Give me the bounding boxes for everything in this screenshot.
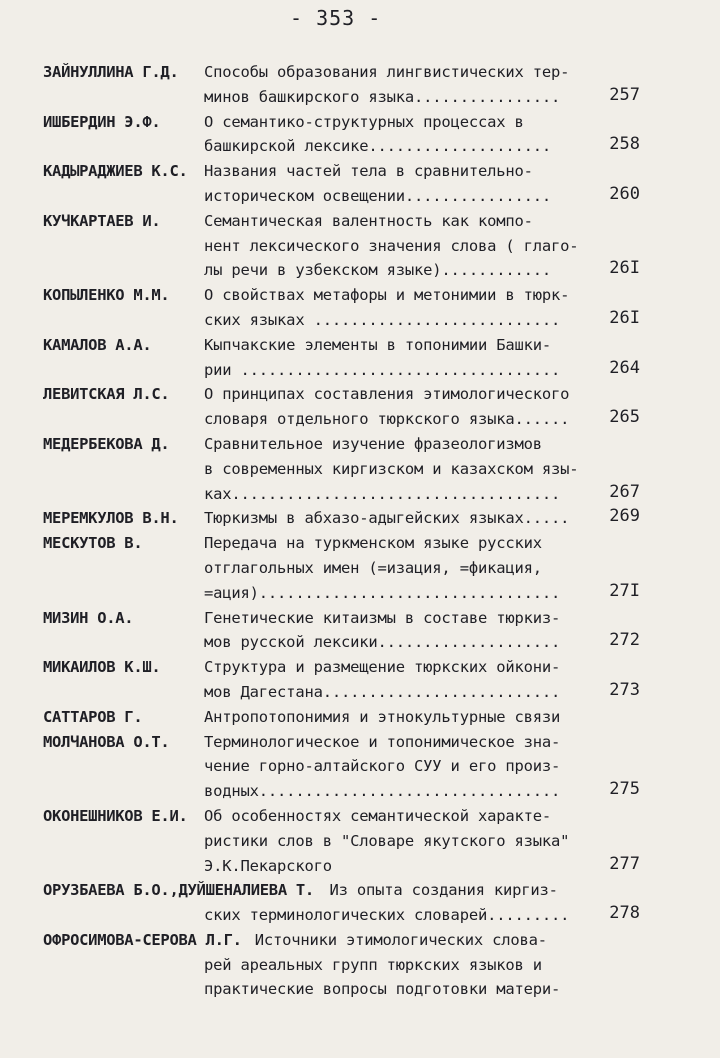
entry-title-text: рей ареальных групп тюркских языков и [204,955,542,974]
entry-title-text: Семантическая валентность как компо- [204,211,533,230]
toc-line [0,581,720,606]
entry-title-text: словаря отдельного тюркского языка...... [204,410,570,429]
toc-line [0,432,720,457]
page-reference: 257 [609,84,640,105]
page-reference: 27I [609,580,640,601]
toc-line [0,705,720,730]
entry-title-text: Способы образования лингвистических тер- [204,63,570,81]
toc-entry [0,606,720,656]
author-name: ОРУЗБАЕВА Б.О.,ДУЙШЕНАЛИЕВА Т. [43,881,314,900]
table-of-contents [0,60,720,1002]
page-reference: 275 [609,779,640,800]
toc-entry [0,283,720,333]
author-name: КАДЫРАДЖИЕВ К.С. [43,162,188,181]
entry-title-text: мов русской лексики.................... [204,633,561,652]
entry-title-text: Терминологическое и топонимическое зна- [204,732,561,751]
toc-line [0,358,720,383]
toc-entry [0,209,720,283]
toc-line [0,953,720,978]
page-reference: 272 [609,630,640,651]
entry-title-text: О семантико-структурных процессах в [204,112,524,131]
entry-title-text: в современных киргизском и казахском язы- [204,459,579,478]
toc-line [0,730,720,755]
author-name: МЕРЕМКУЛОВ В.Н. [43,509,179,528]
author-name: ОКОНЕШНИКОВ Е.И. [43,806,188,825]
page-reference: 265 [609,407,640,428]
toc-line [0,878,720,903]
toc-entry [0,655,720,705]
toc-line [0,283,720,308]
toc-line [0,606,720,631]
entry-title-text: практические вопросы подготовки матери- [204,980,561,999]
entry-title-text: Названия частей тела в сравнительно- [204,162,533,181]
toc-line [0,134,720,159]
toc-line [0,308,720,333]
toc-line [0,779,720,804]
author-name: КОПЫЛЕНКО М.М. [43,286,170,305]
entry-title-text: =ация)................................. [204,583,561,602]
entry-title-text: О свойствах метафоры и метонимии в тюрк- [204,286,570,305]
toc-line [0,184,720,209]
entry-title-text: мов Дагестана.......................... [204,682,561,701]
toc-line [0,928,720,953]
page-reference: 269 [609,506,640,527]
page-reference: 267 [609,481,640,502]
toc-line [0,333,720,358]
toc-line [0,829,720,854]
author-name: МИКАИЛОВ К.Ш. [43,658,161,677]
entry-title-text: Антропотопонимия и этнокультурные связи [204,707,561,726]
entry-title-text: ристики слов в "Словаре якутского языка" [204,831,570,850]
entry-title-text: Об особенностях семантической характе- [204,806,552,825]
author-name: ЛЕВИТСКАЯ Л.С. [43,385,170,404]
toc-line [0,482,720,507]
page-reference: 260 [609,183,640,204]
page-reference: 264 [609,357,640,378]
page-reference: 26I [609,307,640,328]
toc-entry [0,506,720,531]
entry-title-text: ках.................................... [204,484,561,503]
entry-title-text: Передача на туркменском языке русских [204,534,542,553]
toc-line [0,556,720,581]
entry-title-text: Сравнительное изучение фразеологизмов [204,434,542,453]
entry-title-text: нент лексического значения слова ( глаго- [204,236,579,255]
toc-line [0,382,720,407]
toc-line [0,209,720,234]
toc-entry [0,333,720,383]
toc-entry [0,928,720,1002]
toc-line [0,854,720,879]
author-name: ОФРОСИМОВА-СЕРОВА Л.Г. [43,930,242,949]
author-name: МЕДЕРБЕКОВА Д. [43,434,170,453]
toc-entry [0,382,720,432]
page-reference: 273 [609,679,640,700]
toc-line [0,234,720,259]
entry-title-text: рии ................................... [204,360,561,379]
toc-line [0,159,720,184]
toc-line [0,85,720,110]
toc-line [0,977,720,1002]
page-reference: 277 [609,853,640,874]
toc-entry [0,878,720,928]
entry-title-text: башкирской лексике.................... [204,137,552,156]
toc-line [0,903,720,928]
toc-line [0,110,720,135]
page-reference: 258 [609,134,640,155]
toc-entry [0,705,720,730]
entry-title-text: историческом освещении................ [204,186,552,205]
toc-line [0,655,720,680]
toc-line [0,680,720,705]
toc-entry [0,159,720,209]
entry-title-text: Из опыта создания киргиз- [329,881,558,900]
entry-title-text: Тюркизмы в абхазо-адыгейских языках..... [204,509,570,528]
author-name: МИЗИН О.А. [43,608,134,627]
entry-title-text: Э.К.Пекарского [204,856,332,875]
entry-title-text: ских терминологических словарей......... [204,906,570,925]
entry-title-text: ских языках ........................... [204,310,561,329]
author-name: САТТАРОВ Г. [43,707,143,726]
entry-title-text: отглагольных имен (=изация, =фикация, [204,558,542,577]
toc-entry [0,110,720,160]
toc-line [0,754,720,779]
author-name: МОЛЧАНОВА О.Т. [43,732,170,751]
entry-title-text: О принципах составления этимологического [204,385,570,404]
toc-line [0,407,720,432]
entry-title-text: Источники этимологических слова- [254,930,547,949]
entry-title-text: Кыпчакские элементы в топонимии Башки- [204,335,552,354]
entry-title-text: минов башкирского языка................ [204,87,561,106]
page-reference: 26I [609,258,640,279]
entry-title-text: Генетические китаизмы в составе тюркиз- [204,608,561,627]
entry-title-text: Структура и размещение тюркских ойкони- [204,658,561,677]
page-reference: 278 [609,903,640,924]
toc-entry [0,804,720,878]
entry-title-text: чение горно-алтайского СУУ и его произ- [204,757,561,776]
toc-line [0,258,720,283]
page-number: - 353 - [290,6,382,30]
toc-line [0,457,720,482]
toc-entry [0,432,720,506]
author-name: КАМАЛОВ А.А. [43,335,152,354]
entry-title-text: водных................................. [204,782,561,801]
toc-line [0,506,720,531]
toc-entry [0,60,720,110]
toc-entry [0,531,720,605]
toc-line [0,630,720,655]
toc-line [0,804,720,829]
author-name: ЗАЙНУЛЛИНА Г.Д. [43,63,179,81]
entry-title-text: лы речи в узбекском языке)............ [204,261,552,280]
author-name: МЕСКУТОВ В. [43,534,143,553]
author-name: КУЧКАРТАЕВ И. [43,211,161,230]
toc-line [0,531,720,556]
toc-entry [0,730,720,804]
author-name: ИШБЕРДИН Э.Ф. [43,112,161,131]
toc-line [0,60,720,85]
